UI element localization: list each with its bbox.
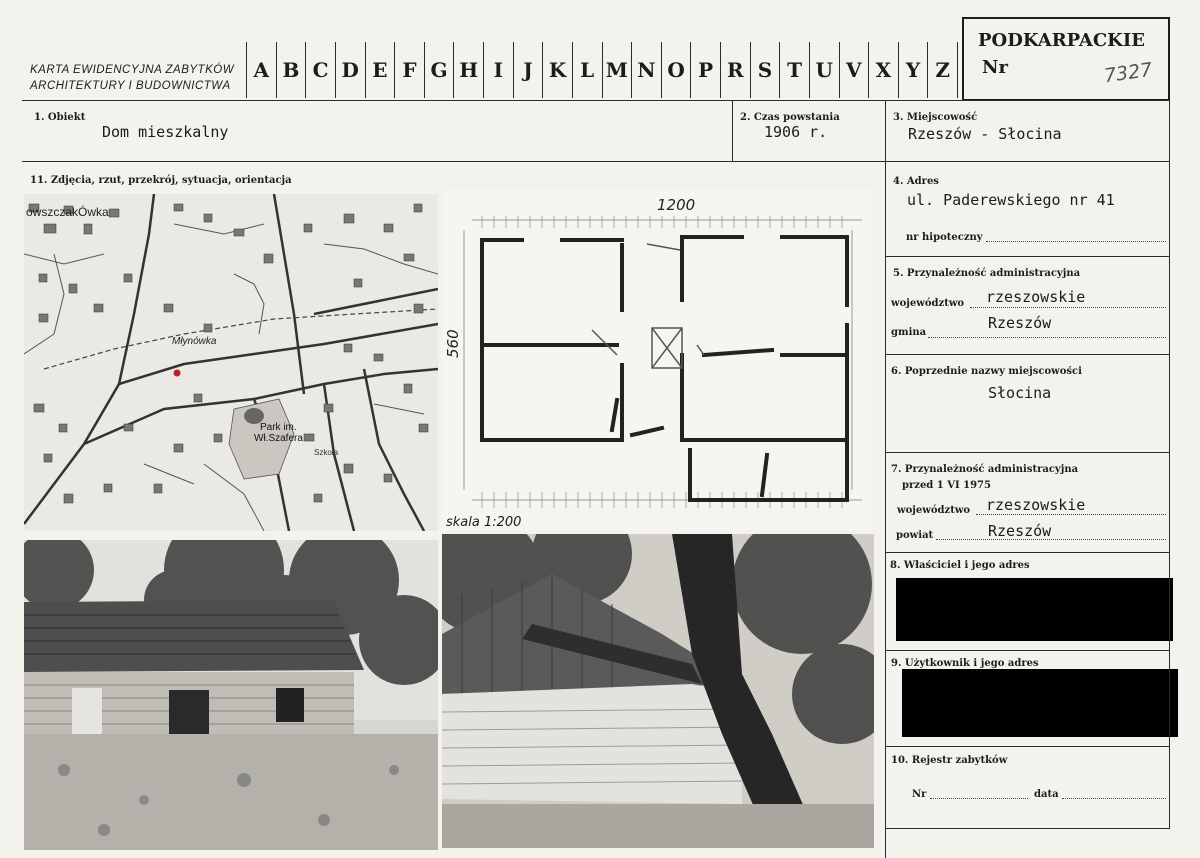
- map-park-label-1: Park im.: [260, 422, 297, 433]
- row5-divider: [885, 354, 1170, 355]
- adres-label: 4. Adres: [893, 176, 939, 187]
- rejestr-data-dots: [1062, 797, 1166, 799]
- przyn-label: 5. Przynależność administracyjna: [893, 268, 1081, 279]
- owner-redaction: [896, 578, 1173, 641]
- house-side-svg: [442, 534, 874, 848]
- category-letter: F: [394, 42, 424, 98]
- wlasciciel-label: 8. Właściciel i jego adres: [890, 560, 1030, 571]
- category-letter: G: [424, 42, 454, 98]
- category-letter: M: [602, 42, 632, 98]
- header-divider: [22, 100, 1170, 101]
- rejestr-label: 10. Rejestr zabytków: [891, 755, 1008, 766]
- miejscowosc-label: 3. Miejscowość: [893, 112, 978, 123]
- poprz-label: 6. Poprzednie nazwy miejscowości: [891, 366, 1082, 377]
- gmina-label: gmina: [891, 327, 927, 338]
- map-park-label-2: Wł.Szafera: [254, 433, 303, 444]
- category-letter: S: [750, 42, 780, 98]
- category-letter: V: [839, 42, 869, 98]
- poprz-value: Słocina: [988, 384, 1052, 402]
- map-stream-label: Młynówka: [172, 336, 217, 347]
- przyn75-sub: przed 1 VI 1975: [902, 480, 991, 491]
- category-letter: E: [365, 42, 395, 98]
- col-divider-czas: [732, 100, 733, 162]
- region-name: PODKARPACKIE: [978, 30, 1145, 51]
- rejestr-nr-dots: [930, 797, 1028, 799]
- house-front-photo: [24, 540, 438, 850]
- czas-value: 1906 r.: [764, 123, 828, 141]
- card-title-line2: ARCHITEKTURY I BUDOWNICTWA: [30, 80, 231, 92]
- woj75-label: województwo: [897, 505, 971, 516]
- category-letter: J: [513, 42, 543, 98]
- plan-scale-note: skala 1:200: [446, 515, 522, 530]
- category-letter: O: [661, 42, 691, 98]
- col-divider-right: [885, 100, 886, 858]
- category-letter: R: [720, 42, 750, 98]
- rejestr-nr-label: Nr: [912, 789, 927, 800]
- card-number-value: 7327: [1102, 58, 1154, 88]
- category-letter: N: [631, 42, 661, 98]
- woj-label: województwo: [891, 298, 965, 309]
- plan-height-dimension: 560: [444, 329, 462, 358]
- gmina-value: Rzeszów: [988, 314, 1052, 332]
- obiekt-label: 1. Obiekt: [34, 112, 86, 123]
- przyn75-label: 7. Przynależność administracyjna: [891, 464, 1079, 475]
- category-letter: L: [572, 42, 602, 98]
- powiat-value: Rzeszów: [988, 522, 1052, 540]
- obiekt-value: Dom mieszkalny: [102, 123, 229, 141]
- adres-value: ul. Paderewskiego nr 41: [907, 191, 1115, 209]
- category-letter: C: [305, 42, 335, 98]
- woj75-value: rzeszowskie: [986, 496, 1086, 514]
- category-letter: U: [809, 42, 839, 98]
- map-street-label: Szkoła: [314, 448, 339, 457]
- category-letter: B: [276, 42, 306, 98]
- site-map-photo: [24, 194, 438, 531]
- woj-value: rzeszowskie: [986, 288, 1086, 306]
- category-letters: [246, 42, 958, 98]
- powiat-label: powiat: [896, 530, 934, 541]
- row4-divider: [885, 256, 1170, 257]
- category-letter: Y: [898, 42, 928, 98]
- card-number-label: Nr: [982, 57, 1008, 78]
- house-side-photo: [442, 534, 874, 848]
- bottom-border: [885, 828, 1170, 829]
- section11-label: 11. Zdjęcia, rzut, przekrój, sytuacja, orientacja: [30, 175, 292, 186]
- category-letter: T: [779, 42, 809, 98]
- category-letter: H: [453, 42, 483, 98]
- category-letter: A: [246, 42, 276, 98]
- hipoteczny-label: nr hipoteczny: [906, 232, 983, 243]
- powiat-dots: [936, 538, 1166, 540]
- category-letter: P: [690, 42, 720, 98]
- hipoteczny-dots: [986, 240, 1166, 242]
- card-title-line1: KARTA EWIDENCYJNA ZABYTKÓW: [30, 64, 235, 76]
- plan-width-dimension: 1200: [657, 196, 696, 214]
- czas-label: 2. Czas powstania: [740, 112, 840, 123]
- category-letter: K: [542, 42, 572, 98]
- row6-divider: [885, 452, 1170, 453]
- user-redaction: [902, 669, 1178, 737]
- category-letter: D: [335, 42, 365, 98]
- category-letter: Z: [927, 42, 958, 98]
- row7-divider: [885, 552, 1170, 553]
- gmina-dots: [928, 336, 1166, 338]
- category-letter: X: [868, 42, 898, 98]
- rejestr-data-label: data: [1034, 789, 1059, 800]
- woj75-dots: [976, 513, 1166, 515]
- row9-divider: [885, 746, 1170, 747]
- map-district-label: owszczakÓwka: [26, 205, 109, 219]
- site-map-drawing: [24, 194, 438, 531]
- uzytkownik-label: 9. Użytkownik i jego adres: [891, 658, 1039, 669]
- woj-dots: [970, 306, 1166, 308]
- row1-divider: [22, 161, 1170, 162]
- row8-divider: [885, 650, 1170, 651]
- house-front-svg: [24, 540, 438, 850]
- category-letter: I: [483, 42, 513, 98]
- floor-plan-drawing: [442, 190, 872, 530]
- floor-plan-svg: [442, 190, 872, 530]
- miejscowosc-value: Rzeszów - Słocina: [908, 125, 1062, 143]
- right-border: [1169, 100, 1170, 829]
